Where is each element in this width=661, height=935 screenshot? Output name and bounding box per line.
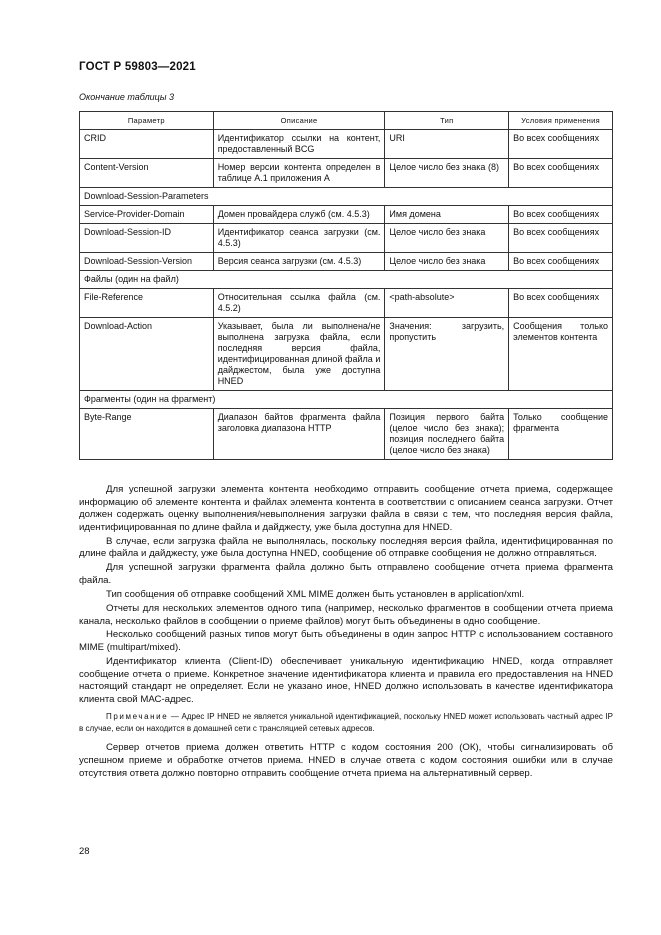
param-cell: Byte-Range	[80, 409, 214, 460]
paragraph: Идентификатор клиента (Client-ID) обеспечивает уникальную идентификацию HNED, когда отправляет сообщение отчета о приеме. Конкретное значение идентификатора клиента и правила его предоставления на HNED настоящий стандарт не определяет. Если не указано иное, HNED должно использовать в качестве идентификатора клиента свой МАС-адрес.	[79, 656, 613, 705]
type-cell: Целое число без знака (8)	[385, 159, 509, 188]
param-cell: Download-Session-ID	[80, 224, 214, 253]
paragraph: Несколько сообщений разных типов могут быть объединены в один запрос HTTP с использованием составного MIME (multipart/mixed).	[79, 629, 613, 654]
desc-cell: Относительная ссылка файла (см. 4.5.2)	[213, 289, 385, 318]
desc-cell: Версия сеанса загрузки (см. 4.5.3)	[213, 253, 385, 271]
param-cell: File-Reference	[80, 289, 214, 318]
desc-cell: Домен провайдера служб (см. 4.5.3)	[213, 206, 385, 224]
column-header-conditions: Условия применения	[509, 112, 613, 130]
note-label: Примечание	[106, 712, 169, 722]
body-text	[79, 484, 613, 782]
type-cell: Целое число без знака	[385, 253, 509, 271]
type-cell: <path-absolute>	[385, 289, 509, 318]
desc-cell: Идентификатор ссылки на контент, предоставленный BCG	[213, 130, 385, 159]
section-heading: Файлы (один на файл)	[80, 271, 613, 289]
type-cell: Значения: загрузить, пропустить	[385, 318, 509, 391]
table-caption: Окончание таблицы 3	[79, 92, 174, 102]
cond-cell: Во всех сообщениях	[509, 159, 613, 188]
paragraph: Для успешной загрузки элемента контента необходимо отправить сообщение отчета приема, содержащее информацию об элементе контента и файлах элемента контента в соответствии с описанием сеанса загрузки. Отчет должен содержать оценку выполнения/невыполнения загрузки файла в связи с тем, что последняя версия файла, идентифицированная по длине файла и дайджесту, уже была доступна для HNED.	[79, 484, 613, 533]
table-row	[80, 224, 613, 253]
desc-cell: Диапазон байтов фрагмента файла заголовка диапазона HTTP	[213, 409, 385, 460]
cond-cell: Во всех сообщениях	[509, 289, 613, 318]
param-cell: Download-Action	[80, 318, 214, 391]
type-cell: Целое число без знака	[385, 224, 509, 253]
column-header-type: Тип	[385, 112, 509, 130]
paragraph: В случае, если загрузка файла не выполнялась, поскольку последняя версия файла, идентифицированная по длине файла и дайджесту, уже была доступна HNED, сообщение об отправке сообщения не должно отправляться.	[79, 535, 613, 560]
note-text: — Адрес IP HNED не является уникальной идентификацией, поскольку HNED может использовать частный адрес IP в случае, если он находится в домашней сети с трансляцией сетевых адресов.	[79, 712, 613, 733]
desc-cell: Указывает, была ли выполнена/не выполнена загрузка файла, если последняя версия файла, идентифицированная длиной файла и дайджестом, была уже доступна HNED	[213, 318, 385, 391]
param-cell: CRID	[80, 130, 214, 159]
cond-cell: Во всех сообщениях	[509, 130, 613, 159]
cond-cell: Во всех сообщениях	[509, 206, 613, 224]
table-row	[80, 289, 613, 318]
cond-cell: Только сообщение фрагмента	[509, 409, 613, 460]
table-section-row	[80, 188, 613, 206]
table-row	[80, 130, 613, 159]
desc-cell: Идентификатор сеанса загрузки (см. 4.5.3)	[213, 224, 385, 253]
paragraph: Тип сообщения об отправке сообщений XML MIME должен быть установлен в application/xml.	[106, 588, 525, 600]
table-section-row	[80, 391, 613, 409]
type-cell: URI	[385, 130, 509, 159]
param-cell: Content-Version	[80, 159, 214, 188]
column-header-parameter: Параметр	[80, 112, 214, 130]
section-heading: Download-Session-Parameters	[80, 188, 613, 206]
section-heading: Фрагменты (один на фрагмент)	[80, 391, 613, 409]
cond-cell: Во всех сообщениях	[509, 253, 613, 271]
type-cell: Позиция первого байта (целое число без знака); позиция последнего байта (целое число без знака)	[385, 409, 509, 460]
table-row	[80, 206, 613, 224]
standard-header: ГОСТ Р 59803—2021	[79, 61, 196, 73]
type-cell: Имя домена	[385, 206, 509, 224]
column-header-description: Описание	[213, 112, 385, 130]
table-section-row	[80, 271, 613, 289]
table-row	[80, 253, 613, 271]
table-row	[80, 159, 613, 188]
table-row	[80, 409, 613, 460]
cond-cell: Сообщения только элементов контента	[509, 318, 613, 391]
table-header-row	[80, 112, 613, 130]
param-cell: Download-Session-Version	[80, 253, 214, 271]
parameters-table	[79, 111, 613, 460]
note	[79, 711, 613, 734]
paragraph: Для успешной загрузки фрагмента файла должно быть отправлено сообщение отчета приема фрагмента файла.	[79, 562, 613, 586]
cond-cell: Во всех сообщениях	[509, 224, 613, 253]
param-cell: Service-Provider-Domain	[80, 206, 214, 224]
paragraph: Сервер отчетов приема должен ответить HTTP с кодом состояния 200 (ОК), чтобы сигнализировать об успешном приеме и обработке отчетов приема. HNED в случае ответа с кодом состояния ошибки или в случае отсутствия ответа должно повторно отправить сообщение отчета приема на альтернативный сервер.	[79, 742, 613, 779]
paragraph: Отчеты для нескольких элементов одного типа (например, несколько фрагментов в сообщении отчета приема канала, несколько файлов в сообщении о приеме файлов) могут быть объединены в одно сообщение.	[79, 602, 613, 627]
desc-cell: Номер версии контента определен в таблице А.1 приложения А	[213, 159, 385, 188]
page-number: 28	[79, 846, 90, 857]
table-row	[80, 318, 613, 391]
